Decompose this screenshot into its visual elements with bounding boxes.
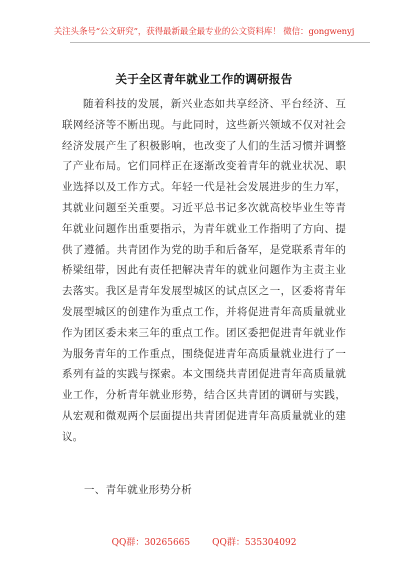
header-divider xyxy=(70,42,370,43)
footer-qq-group-1: QQ群：30265665 xyxy=(111,538,191,548)
section-heading: 一、青年就业形势分析 xyxy=(84,484,192,496)
footer-qq-group-2: QQ群：535304092 xyxy=(212,538,297,548)
header-promo-banner: 关注头条号“公文研究”，获得最新最全最专业的公文资料库！ 微信：gongwenyj xyxy=(53,27,355,37)
document-body xyxy=(62,94,346,448)
body-paragraph: 随着科技的发展，新兴业态如共享经济、平台经济、互联网经济等不断出现。与此同时，这些新兴领域不仅对社会经济发展产生了积极影响，也改变了人们的生活习惯并调整了产业布局。它们同样正在逐渐改变着青年的就业状况、职业选择以及工作方式。年轻一代是社会发展进步的生力军，其就业问题至关重要。习近平总书记多次就高校毕业生等青年就业问题作出重要指示，为青年就业工作指明了方向、提供了遵循。共青团作为党的助手和后备军，是党联系青年的桥梁纽带，因此有责任把解决青年的就业问题作为主责主业去落实。我区是青年发展型城区的试点区之一，区委将青年发展型城区的创建作为重点工作，并将促进青年高质量就业作为团区委未来三年的重点工作。团区委把促进青年就业作为服务青年的工作重点，围绕促进青年高质量就业进行了一系列有益的实践与探索。本文围绕共青团促进青年高质量就业工作，分析青年就业形势，结合区共青团的调研与实践，从宏观和微观两个层面提出共青团促进青年高质量就业的建议。 xyxy=(62,98,346,443)
footer-contact-banner xyxy=(0,537,408,549)
document-title: 关于全区青年就业工作的调研报告 xyxy=(115,72,293,86)
